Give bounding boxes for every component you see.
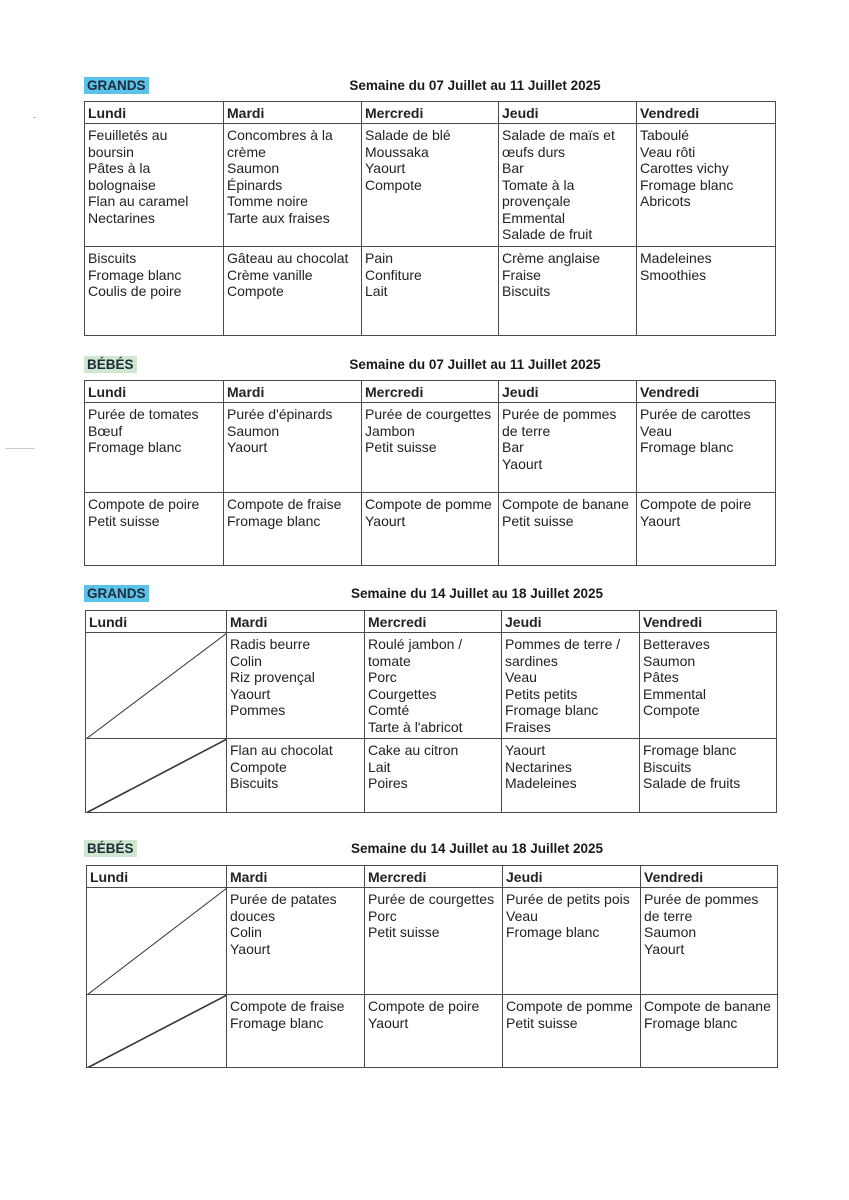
menu-item: Veau	[506, 907, 538, 924]
strike-line	[86, 739, 227, 813]
menu-item: Fromage blanc	[505, 702, 599, 718]
menu-item: Purée de carottes	[640, 406, 751, 422]
day-header: Vendredi	[637, 102, 776, 124]
menu-item: Saumon	[227, 422, 280, 439]
menu-item: Pommes de terre /	[505, 636, 621, 652]
day-header-row	[87, 866, 778, 888]
menu-item: Compote de poire	[88, 496, 200, 512]
menu-item: Concombres à la	[227, 127, 333, 143]
menu-item: Feuilletés au	[88, 127, 168, 143]
strike-diagonal	[86, 633, 227, 739]
menu-item: Fraise	[502, 266, 541, 283]
menu-cell	[224, 493, 362, 566]
menu-item: Compote de banane	[644, 998, 771, 1014]
menu-item: Épinards	[227, 176, 283, 193]
menu-item: Purée de pommes	[644, 891, 759, 907]
menu-item: Veau rôti	[640, 143, 696, 160]
menu-item: Courgettes	[368, 685, 437, 702]
menu-item: bolognaise	[88, 176, 156, 193]
menu-item: Porc	[368, 669, 397, 685]
menu-item: Fraises	[505, 718, 551, 735]
menu-item: Tomate à la	[502, 176, 575, 193]
menu-item: de terre	[502, 422, 551, 439]
day-header: Lundi	[85, 102, 224, 124]
menu-item: Radis beurre	[230, 636, 311, 652]
snack-row	[86, 739, 777, 813]
menu-item: Petit suisse	[502, 512, 574, 529]
week-title: Semaine du 14 Juillet au 18 Juillet 2025	[350, 586, 604, 601]
menu-item: Roulé jambon /	[368, 636, 463, 652]
menu-cell	[365, 739, 502, 813]
menu-cell	[85, 124, 224, 247]
menu-cell	[365, 633, 502, 739]
menu-cell	[227, 739, 365, 813]
menu-item: Yaourt	[230, 685, 271, 702]
menu-item: Pain	[365, 250, 394, 266]
menu-cell	[499, 124, 637, 247]
menu-item: Purée de courgettes	[368, 891, 495, 907]
day-header: Mardi	[224, 381, 362, 403]
menu-item: sardines	[505, 652, 558, 669]
menu-item: Saumon	[644, 924, 697, 940]
menu-item: Petit suisse	[88, 512, 160, 529]
menu-item: Betteraves	[643, 636, 710, 652]
scan-mark	[5, 448, 35, 449]
menu-table	[84, 380, 776, 566]
strike-line	[87, 995, 227, 1068]
menu-item: Fromage blanc	[88, 439, 182, 455]
menu-item: Colin	[230, 924, 262, 940]
day-header: Vendredi	[637, 381, 776, 403]
menu-cell	[362, 124, 499, 247]
strike-diagonal	[86, 739, 227, 813]
week-title: Semaine du 07 Juillet au 11 Juillet 2025	[349, 357, 601, 372]
meal-row	[85, 403, 776, 493]
day-header: Mercredi	[362, 102, 499, 124]
menu-item: Crème anglaise	[502, 250, 601, 266]
menu-item: Lait	[365, 283, 388, 299]
menu-cell	[224, 247, 362, 336]
menu-cell	[637, 247, 776, 336]
menu-item: Purée de patates	[230, 891, 337, 907]
menu-cell	[362, 247, 499, 336]
day-header-row	[86, 611, 777, 633]
menu-item: Colin	[230, 652, 262, 669]
menu-cell	[227, 888, 365, 995]
menu-item: Abricots	[640, 193, 691, 209]
menu-cell	[365, 995, 503, 1068]
day-header: Mardi	[224, 102, 362, 124]
menu-cell	[641, 995, 778, 1068]
day-header: Jeudi	[499, 381, 637, 403]
menu-item: Biscuits	[88, 250, 137, 266]
menu-item: de terre	[644, 907, 693, 924]
day-header: Jeudi	[499, 102, 637, 124]
menu-cell	[362, 403, 499, 493]
menu-item: Coulis de poire	[88, 283, 182, 299]
menu-cell	[85, 493, 224, 566]
menu-item: Purée de petits pois	[506, 891, 630, 907]
menu-item: Bar	[502, 160, 524, 176]
snack-row	[85, 247, 776, 336]
menu-cell	[641, 888, 778, 995]
menu-item: Salade de fruits	[643, 775, 741, 791]
menu-item: boursin	[88, 143, 134, 160]
menu-item: Taboulé	[640, 127, 690, 143]
menu-item: Fromage blanc	[227, 512, 321, 529]
menu-item: Porc	[368, 907, 397, 924]
scan-mark	[33, 117, 36, 118]
menu-cell	[85, 403, 224, 493]
group-tag: BÉBÉS	[84, 840, 137, 857]
day-header: Lundi	[85, 381, 224, 403]
menu-item: Tarte à l'abricot	[368, 718, 463, 735]
menu-item: Compote de pomme	[506, 998, 633, 1014]
menu-item: Fromage blanc	[506, 924, 600, 940]
menu-cell	[227, 995, 365, 1068]
menu-item: Flan au caramel	[88, 193, 189, 209]
menu-cell	[365, 888, 503, 995]
menu-item: Gâteau au chocolat	[227, 250, 349, 266]
meal-row	[86, 633, 777, 739]
no-service-cell	[87, 888, 227, 995]
menu-item: Tarte aux fraises	[227, 209, 330, 226]
menu-item: Biscuits	[230, 775, 279, 791]
menu-item: Pâtes	[643, 669, 679, 685]
menu-table	[85, 610, 777, 813]
strike-line	[86, 633, 227, 739]
menu-item: Emmental	[502, 209, 566, 226]
menu-item: Tomme noire	[227, 193, 308, 209]
menu-item: Fromage blanc	[230, 1014, 324, 1031]
menu-cell	[502, 739, 640, 813]
menu-cell	[499, 247, 637, 336]
menu-item: Saumon	[227, 160, 280, 176]
menu-cell	[85, 247, 224, 336]
day-header: Jeudi	[502, 611, 640, 633]
menu-item: Fromage blanc	[640, 439, 734, 455]
menu-item: Compote	[227, 283, 284, 299]
menu-item: Smoothies	[640, 266, 707, 283]
menu-item: Petit suisse	[368, 924, 440, 940]
meal-row	[85, 124, 776, 247]
menu-item: Biscuits	[643, 758, 692, 775]
menu-item: Compote	[365, 176, 422, 193]
group-tag: BÉBÉS	[84, 356, 137, 373]
menu-item: Petits petits	[505, 685, 578, 702]
week-title: Semaine du 14 Juillet au 18 Juillet 2025	[350, 841, 604, 856]
menu-item: Fromage blanc	[88, 266, 182, 283]
strike-diagonal	[87, 995, 227, 1068]
menu-item: Veau	[640, 422, 672, 439]
menu-cell	[503, 888, 641, 995]
menu-item: Compote de fraise	[227, 496, 342, 512]
menu-item: Compote de pomme	[365, 496, 492, 512]
day-header: Vendredi	[641, 866, 778, 888]
no-service-cell	[86, 633, 227, 739]
day-header: Mercredi	[362, 381, 499, 403]
menu-item: Fromage blanc	[640, 176, 734, 193]
menu-item: provençale	[502, 193, 571, 209]
menu-item: Riz provençal	[230, 669, 315, 685]
menu-cell	[224, 124, 362, 247]
day-header: Jeudi	[503, 866, 641, 888]
menu-item: douces	[230, 907, 276, 924]
group-tag: GRANDS	[84, 585, 149, 602]
menu-item: Salade de blé	[365, 127, 451, 143]
menu-item: Cake au citron	[368, 742, 459, 758]
menu-item: Yaourt	[640, 512, 681, 529]
menu-item: Yaourt	[644, 940, 685, 957]
day-header: Mardi	[227, 611, 365, 633]
snack-row	[87, 995, 778, 1068]
menu-item: Compote de banane	[502, 496, 629, 512]
menu-cell	[503, 995, 641, 1068]
day-header: Vendredi	[640, 611, 777, 633]
menu-item: Veau	[505, 669, 537, 685]
menu-cell	[640, 633, 777, 739]
menu-cell	[224, 403, 362, 493]
menu-item: crème	[227, 143, 266, 160]
menu-item: Compote de poire	[368, 998, 480, 1014]
week-title: Semaine du 07 Juillet au 11 Juillet 2025	[349, 78, 601, 93]
menu-item: Compote	[230, 758, 287, 775]
menu-cell	[362, 493, 499, 566]
meal-row	[87, 888, 778, 995]
menu-item: Yaourt	[227, 439, 268, 455]
menu-item: Lait	[368, 758, 391, 775]
menu-item: Petit suisse	[506, 1014, 578, 1031]
menu-item: Yaourt	[230, 940, 271, 957]
menu-item: Yaourt	[505, 742, 546, 758]
menu-table	[84, 101, 776, 336]
menu-item: Yaourt	[365, 512, 406, 529]
no-service-cell	[87, 995, 227, 1068]
no-service-cell	[86, 739, 227, 813]
menu-item: Pâtes à la	[88, 160, 151, 176]
menu-item: Jambon	[365, 422, 415, 439]
menu-item: Flan au chocolat	[230, 742, 333, 758]
menu-item: Nectarines	[505, 758, 572, 775]
menu-cell	[640, 739, 777, 813]
menu-cell	[227, 633, 365, 739]
menu-item: Petit suisse	[365, 439, 437, 455]
menu-item: Compote	[643, 702, 700, 718]
day-header: Mardi	[227, 866, 365, 888]
menu-item: Poires	[368, 775, 408, 791]
menu-item: œufs durs	[502, 143, 566, 160]
menu-item: Emmental	[643, 685, 707, 702]
day-header-row	[85, 102, 776, 124]
menu-item: Purée de tomates	[88, 406, 199, 422]
day-header: Lundi	[86, 611, 227, 633]
day-header: Mercredi	[365, 611, 502, 633]
snack-row	[85, 493, 776, 566]
menu-table	[86, 865, 778, 1068]
group-tag: GRANDS	[84, 77, 149, 94]
menu-item: Compote de fraise	[230, 998, 345, 1014]
menu-item: Purée d'épinards	[227, 406, 333, 422]
menu-cell	[637, 124, 776, 247]
menu-item: Carottes vichy	[640, 160, 729, 176]
menu-item: Purée de pommes	[502, 406, 617, 422]
menu-item: Crème vanille	[227, 266, 313, 283]
menu-item: Confiture	[365, 266, 422, 283]
menu-cell	[499, 493, 637, 566]
menu-item: Fromage blanc	[643, 742, 737, 758]
menu-item: Salade de maïs et	[502, 127, 615, 143]
menu-item: tomate	[368, 652, 411, 669]
menu-cell	[637, 403, 776, 493]
day-header-row	[85, 381, 776, 403]
menu-item: Yaourt	[365, 160, 406, 176]
menu-item: Nectarines	[88, 209, 155, 226]
menu-item: Yaourt	[502, 455, 543, 472]
strike-diagonal	[87, 888, 227, 995]
menu-item: Bar	[502, 439, 524, 455]
menu-item: Madeleines	[505, 775, 577, 791]
menu-item: Bœuf	[88, 422, 123, 439]
day-header: Mercredi	[365, 866, 503, 888]
menu-item: Biscuits	[502, 283, 551, 299]
menu-item: Fromage blanc	[644, 1014, 738, 1031]
menu-cell	[499, 403, 637, 493]
menu-item: Moussaka	[365, 143, 429, 160]
menu-item: Madeleines	[640, 250, 712, 266]
menu-item: Yaourt	[368, 1014, 409, 1031]
menu-cell	[502, 633, 640, 739]
strike-line	[87, 888, 227, 995]
day-header: Lundi	[87, 866, 227, 888]
menu-item: Comté	[368, 702, 410, 718]
menu-item: Saumon	[643, 652, 696, 669]
menu-item: Purée de courgettes	[365, 406, 492, 422]
menu-item: Pommes	[230, 702, 286, 718]
menu-cell	[637, 493, 776, 566]
menu-item: Compote de poire	[640, 496, 752, 512]
menu-item: Salade de fruit	[502, 226, 593, 242]
